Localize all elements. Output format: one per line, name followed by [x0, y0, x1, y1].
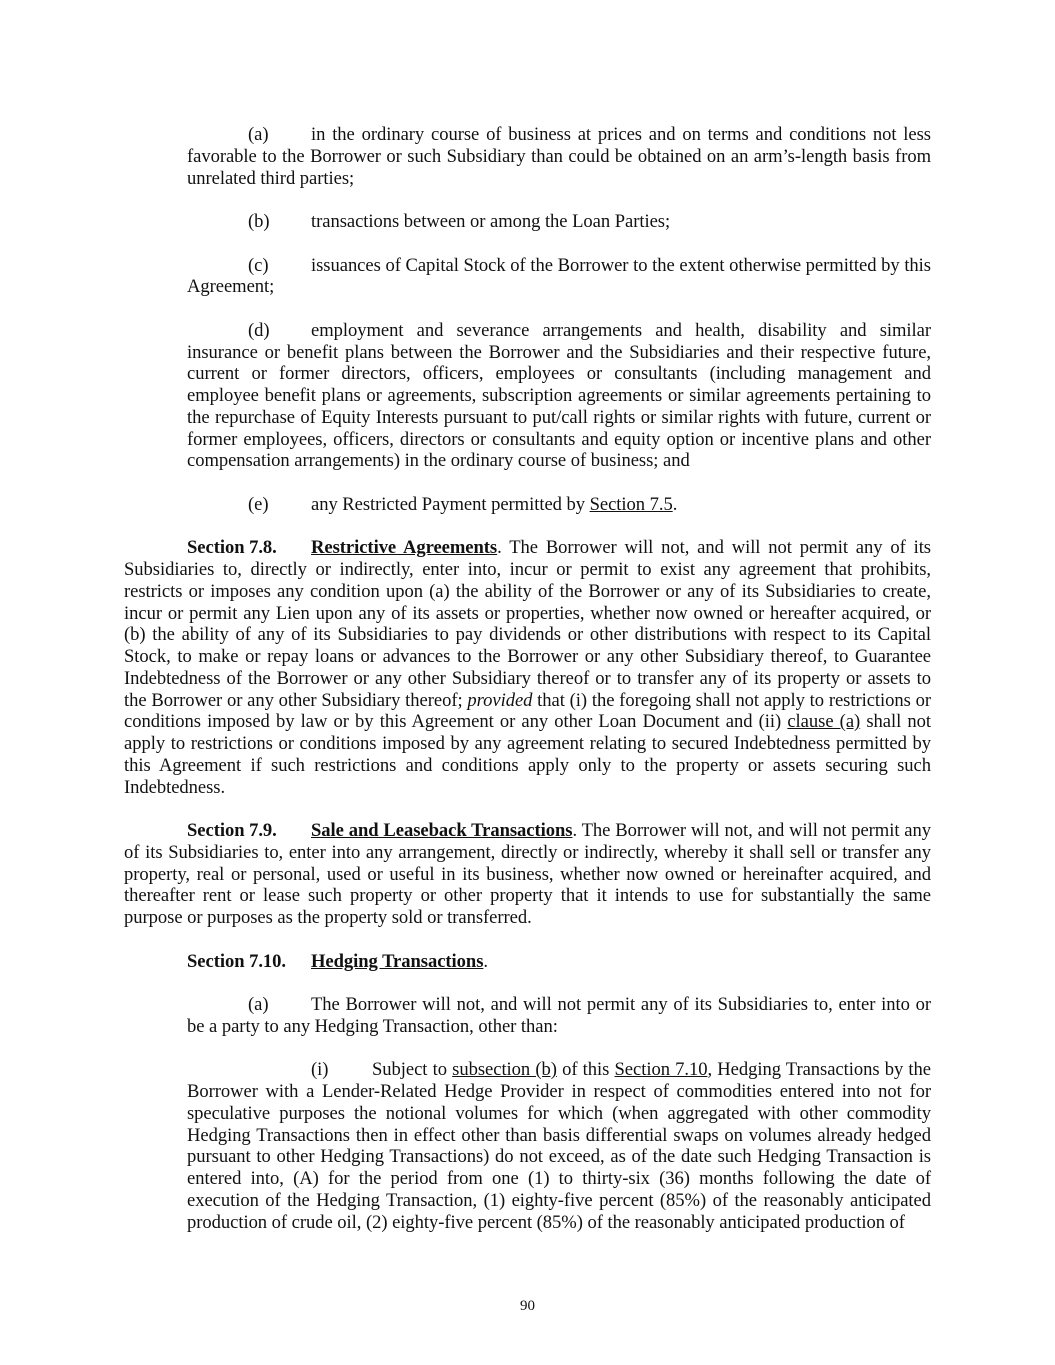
text-segment: , Hedging Transactions by the Borrower with a Lender-Related Hedge Provider in respect of commodities entered into not for speculative purposes the notional volumes for which (when aggregated with other commodity Hedging Transactions then in effect other than basis differential swaps on volumes already hedged pursuant to other Hedging Transactions) do not exceed, as of the date such Hedging Transaction is entered into, (A) for the period from one (1) to thirty-six (36) months following the date of execution of the Hedging Transaction, (1) eighty-five percent (85%) of the reasonably anticipated production of crude oil, (2) eighty-five percent (85%) of the reasonably anticipated production of — [187, 1059, 931, 1233]
clause-paragraph — [187, 211, 931, 233]
clause-paragraph — [187, 124, 931, 189]
text-segment: The Borrower will not, and will not permit any of its Subsidiaries to, enter into or be a party to any Hedging Transaction, other than: — [187, 994, 931, 1037]
text-segment: . The Borrower will not, and will not permit any of its Subsidiaries to, enter into any arrangement, directly or indirectly, whereby it shall sell or transfer any property, real or personal, used or useful in its business, whether now owned or hereinafter acquired, and thereafter rent or lease such property or other property that it intends to use for substantially the same purpose or purposes as the property sold or transferred. — [124, 820, 931, 928]
clause-label: (e) — [248, 493, 269, 515]
text-segment: in the ordinary course of business at prices and on terms and conditions not less favorable to the Borrower or such Subsidiary than could be obtained on an arm’s-length basis from unrelated third parties; — [187, 124, 931, 189]
section-heading: Restrictive Agreements — [311, 537, 498, 559]
page-number: 90 — [520, 1298, 535, 1314]
section-paragraph — [124, 951, 931, 973]
section-heading: Sale and Leaseback Transactions — [311, 820, 573, 841]
text-segment: transactions between or among the Loan Parties; — [311, 211, 671, 232]
text-segment: that (i) the foregoing shall not apply to restrictions or conditions imposed by law or by this Agreement or any other Loan Document and (ii) — [124, 689, 932, 733]
document-body — [0, 124, 1055, 1255]
clause-label: (a) — [248, 994, 269, 1015]
clause-label: (b) — [248, 211, 270, 232]
section-paragraph — [124, 537, 931, 798]
text-segment: . — [672, 493, 678, 515]
cross-reference: Section 7.5 — [589, 493, 673, 515]
emphasis-text: provided — [467, 689, 533, 711]
section-number: Section 7.9. — [187, 820, 277, 841]
clause-label: (a) — [248, 124, 269, 145]
cross-reference: clause (a) — [787, 711, 861, 733]
section-number: Section 7.10. — [187, 950, 287, 972]
cross-reference: Section 7.10 — [614, 1059, 708, 1081]
text-segment: . The Borrower will not, and will not permit any of its Subsidiaries to, directly or indirectly, enter into, incur or permit to exist any agreement that prohibits, restricts or imposes any condition upon (a) the ability of the Borrower or any of its Subsidiaries to create, incur or permit any Lien upon any of its assets or properties, whether now owned or hereafter acquired, or (b) the ability of any of its Subsidiaries to pay dividends or other distributions with respect to its Capital Stock, to make or repay loans or advances to the Borrower or any other Subsidiary thereof, to Guarantee Indebtedness of the Borrower or any other Subsidiary thereof or to transfer any of its property or assets to the Borrower or any other Subsidiary thereof; — [124, 537, 931, 711]
text-segment: issuances of Capital Stock of the Borrower to the extent otherwise permitted by this Agreement; — [187, 254, 931, 298]
clause-label: (c) — [248, 254, 269, 276]
clause-paragraph — [187, 494, 931, 516]
clause-label: (i) — [311, 1059, 329, 1081]
text-segment: . — [483, 950, 489, 972]
clause-paragraph — [187, 994, 931, 1038]
clause-label: (d) — [248, 319, 270, 341]
cross-reference: subsection (b) — [452, 1059, 557, 1081]
section-heading: Hedging Transactions — [311, 950, 484, 972]
text-segment: of this — [556, 1059, 615, 1081]
clause-paragraph — [187, 1059, 931, 1233]
text-segment: shall not apply to restrictions or conditions imposed by any agreement relating to secured Indebtedness permitted by this Agreement if such restrictions and conditions apply only to the property or assets securing such Indebtedness. — [124, 711, 932, 798]
clause-paragraph — [187, 320, 931, 472]
text-segment: employment and severance arrangements and health, disability and similar insurance or benefit plans between the Borrower and the Subsidiaries and their respective future, current or former directors, officers, employees or consultants (including management and employee benefit plans or agreements, subscription agreements or similar agreements pertaining to the repurchase of Equity Interests pursuant to put/call rights or similar rights with future, current or former employees, officers, directors or consultants and equity option or incentive plans and other compensation arrangements) in the ordinary course of business; and — [187, 319, 931, 472]
section-paragraph — [124, 820, 931, 929]
text-segment: any Restricted Payment permitted by — [311, 493, 590, 515]
text-segment: Subject to — [372, 1059, 453, 1081]
clause-paragraph — [187, 255, 931, 299]
section-number: Section 7.8. — [187, 537, 277, 559]
